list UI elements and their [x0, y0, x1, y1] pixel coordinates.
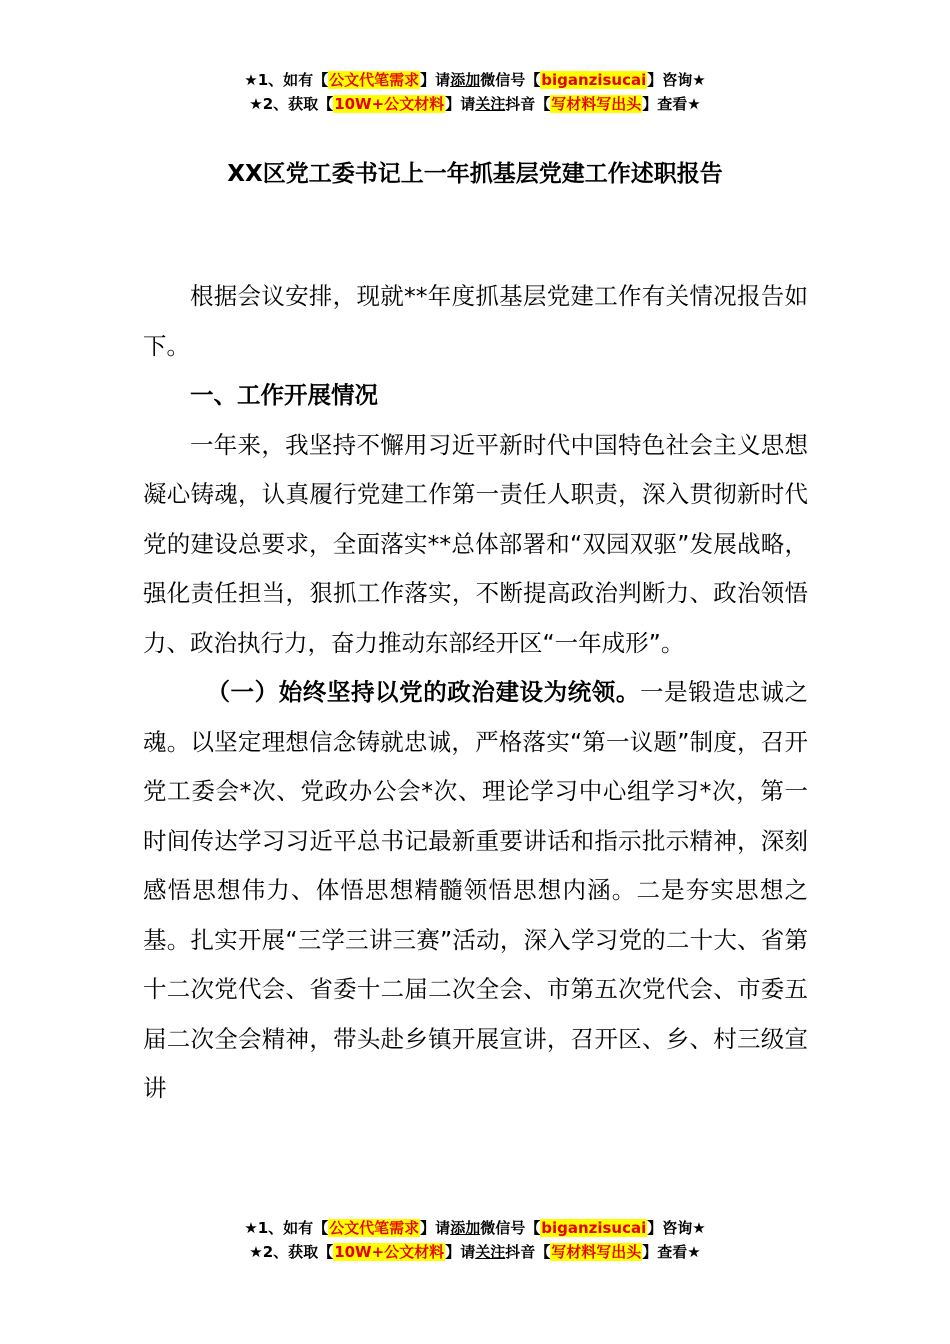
promo-highlight: 10W+公文材料	[334, 95, 445, 113]
promo-text: 】咨询★	[647, 1219, 706, 1237]
promo-text: 】请	[420, 71, 451, 89]
promo-highlight: 写材料写出头	[551, 1243, 642, 1261]
promo-underline: 关注	[475, 1243, 506, 1261]
section-heading: 一、工作开展情况	[190, 381, 378, 409]
promo-text: ★2、获取【	[249, 1243, 334, 1261]
promo-line-2	[0, 1240, 950, 1264]
promo-highlight: 公文代笔需求	[329, 1219, 420, 1237]
promo-line-1	[0, 68, 950, 92]
promo-underline: 添加	[450, 1219, 481, 1237]
promo-text: 】查看★	[642, 95, 701, 113]
promo-text: ★1、如有【	[244, 71, 329, 89]
promo-text: 】咨询★	[647, 71, 706, 89]
promo-underline: 关注	[475, 95, 506, 113]
promo-text: ★1、如有【	[244, 1219, 329, 1237]
promo-text: 微信号【	[480, 1219, 541, 1237]
intro-paragraph: 根据会议安排，现就**年度抓基层党建工作有关情况报告如下。	[143, 282, 808, 360]
promo-text: 】请	[420, 1219, 451, 1237]
promo-text: 】查看★	[642, 1243, 701, 1261]
subsection-paragraph	[143, 668, 808, 1114]
promo-text: 抖音【	[505, 95, 551, 113]
subsection-heading: （一）始终坚持以党的政治建设为统领。	[206, 678, 640, 706]
promo-footer	[0, 1216, 950, 1264]
document-body	[143, 272, 808, 1114]
promo-highlight: 10W+公文材料	[334, 1243, 445, 1261]
promo-highlight: 写材料写出头	[551, 95, 642, 113]
subsection-text: 一是锻造忠诚之魂。以坚定理想信念铸就忠诚，严格落实“第一议题”制度，召开党工委会*次、党政办公会*次、理论学习中心组学习*次，第一时间传达学习习近平总书记最新重要讲话和指示批示精神，深刻感悟思想伟力、体悟思想精髓领悟思想内涵。二是夯实思想之基。扎实开展“三学三讲三赛”活动，深入学习党的二十大、省第十二次党代会、省委十二届二次全会、市第五次党代会、市委五届二次全会精神，带头赴乡镇开展宣讲，召开区、乡、村三级宣讲	[143, 678, 808, 1102]
promo-text: ★2、获取【	[249, 95, 334, 113]
promo-highlight: 公文代笔需求	[329, 71, 420, 89]
document-title: XX区党工委书记上一年抓基层党建工作述职报告	[227, 161, 723, 187]
promo-highlight: biganzisucai	[541, 71, 647, 89]
promo-text: 】请	[445, 95, 476, 113]
promo-line-2	[0, 92, 950, 116]
promo-highlight: biganzisucai	[541, 1219, 647, 1237]
promo-underline: 添加	[450, 71, 481, 89]
promo-line-1	[0, 1216, 950, 1240]
promo-header	[0, 68, 950, 116]
promo-text: 微信号【	[480, 71, 541, 89]
promo-text: 】请	[445, 1243, 476, 1261]
promo-text: 抖音【	[505, 1243, 551, 1261]
section-paragraph: 一年来，我坚持不懈用习近平新时代中国特色社会主义思想凝心铸魂，认真履行党建工作第一责任人职责，深入贯彻新时代党的建设总要求，全面落实**总体部署和“双园双驱”发展战略，强化责任担当，狠抓工作落实，不断提高政治判断力、政治领悟力、政治执行力，奋力推动东部经开区“一年成形”。	[143, 430, 808, 657]
